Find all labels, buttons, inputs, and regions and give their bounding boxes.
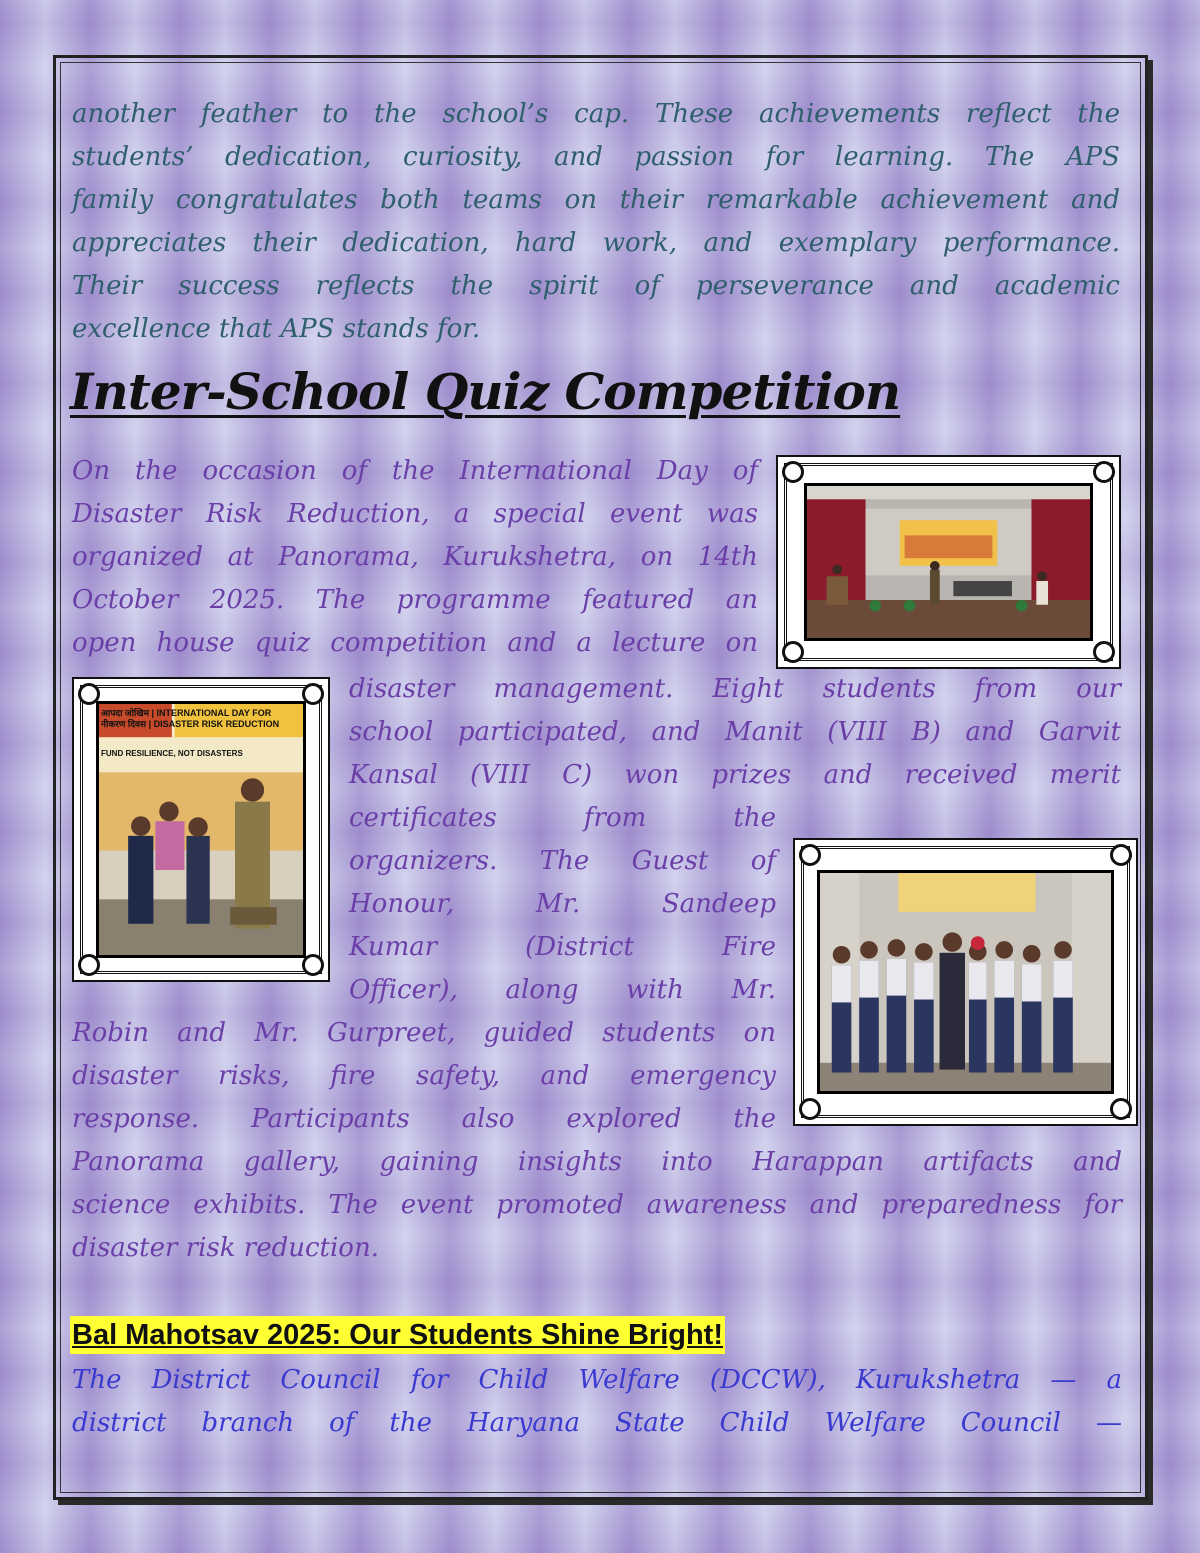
quiz-line: Honour, Mr. Sandeep	[349, 889, 776, 919]
quiz-line: certificates from the	[349, 803, 776, 833]
quiz-line: On the occasion of the International Day of	[72, 456, 758, 486]
intro-line: family congratulates both teams on their remarkable achievement and	[72, 185, 1120, 215]
quiz-line: disaster risks, fire safety, and emergency	[72, 1061, 776, 1091]
intro-line: students’ dedication, curiosity, and passion for learning. The APS	[72, 142, 1120, 172]
section-heading-bal-mahotsav: Bal Mahotsav 2025: Our Students Shine Bright!	[70, 1316, 725, 1354]
quiz-line: October 2025. The programme featured an	[72, 585, 758, 615]
quiz-paragraph-narrow	[349, 797, 776, 1012]
quiz-line: response. Participants also explored the	[72, 1104, 776, 1134]
photo-auditorium-stage	[776, 455, 1121, 669]
quiz-line: Panorama gallery, gaining insights into Harappan artifacts and	[72, 1147, 1122, 1177]
banner-line: FUND RESILIENCE, NOT DISASTERS	[101, 749, 243, 758]
intro-line: another feather to the school’s cap. These achievements reflect the	[72, 99, 1120, 129]
quiz-paragraph-mid	[349, 668, 1121, 797]
quiz-line: organizers. The Guest of	[349, 846, 776, 876]
quiz-line: Disaster Risk Reduction, a special event was	[72, 499, 758, 529]
quiz-line: open house quiz competition and a lecture on	[72, 628, 758, 658]
quiz-line: Robin and Mr. Gurpreet, guided students on	[72, 1018, 776, 1048]
intro-line: excellence that APS stands for.	[72, 314, 481, 344]
quiz-line: organized at Panorama, Kurukshetra, on 14th	[72, 542, 758, 572]
banner-text	[101, 708, 301, 759]
quiz-line: Kumar (District Fire	[349, 932, 776, 962]
quiz-paragraph-left	[72, 1012, 776, 1141]
intro-line: appreciates their dedication, hard work, and exemplary performance.	[72, 228, 1120, 258]
quiz-line: science exhibits. The event promoted awareness and preparedness for	[72, 1190, 1122, 1220]
bal-line: district branch of the Haryana State Child Welfare Council —	[72, 1408, 1122, 1438]
quiz-line: Kansal (VIII C) won prizes and received merit	[349, 760, 1121, 790]
group-scene-image	[820, 873, 1111, 1091]
quiz-paragraph-top	[72, 450, 758, 665]
quiz-line: disaster management. Eight students from our	[349, 674, 1121, 704]
stage-scene-image	[807, 486, 1090, 638]
intro-line: Their success reflects the spirit of perseverance and academic	[72, 271, 1120, 301]
banner-line: आपदा जोखिम | INTERNATIONAL DAY FOR	[101, 708, 272, 718]
quiz-line: school participated, and Manit (VIII B) and Garvit	[349, 717, 1121, 747]
banner-line: नीकरण दिवस | DISASTER RISK REDUCTION	[101, 719, 280, 729]
photo-officer-with-students	[72, 677, 330, 982]
section-heading-quiz: Inter-School Quiz Competition	[70, 362, 901, 421]
bal-line: The District Council for Child Welfare (DCCW), Kurukshetra — a	[72, 1365, 1122, 1395]
intro-paragraph	[72, 93, 1120, 351]
quiz-line: disaster risk reduction.	[72, 1233, 379, 1263]
quiz-line: Officer), along with Mr.	[349, 975, 776, 1005]
photo-group-of-students	[793, 838, 1138, 1126]
bal-paragraph	[72, 1359, 1122, 1445]
quiz-paragraph-bottom	[72, 1141, 1122, 1270]
